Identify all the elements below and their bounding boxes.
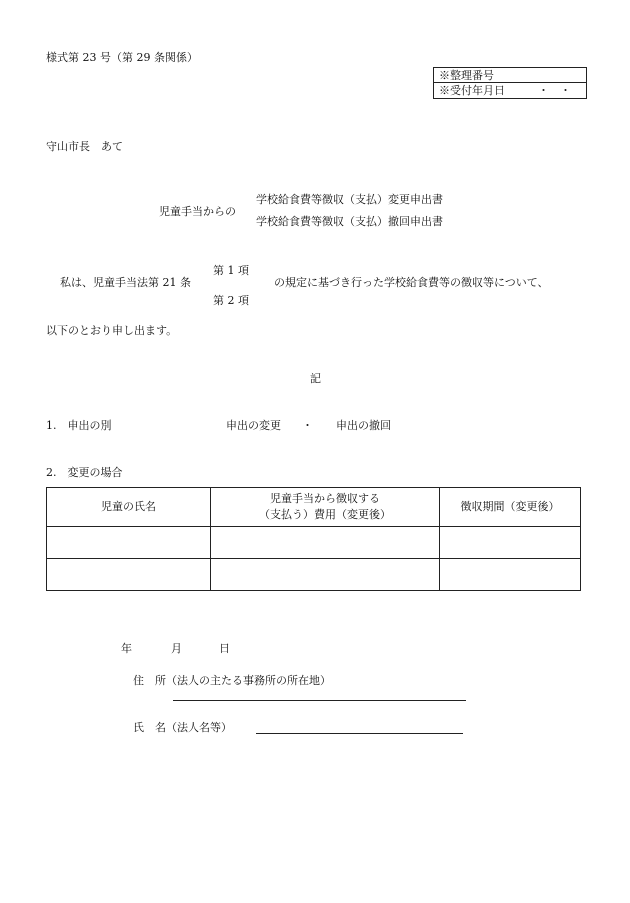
fee-cell[interactable]: [211, 559, 439, 590]
header-period: [440, 488, 580, 526]
child-name-cell[interactable]: [47, 527, 210, 558]
section2-label: 2. 変更の場合: [46, 466, 123, 479]
option-change: 申出の変更: [226, 419, 281, 432]
name-label: 氏 名（法人名等）: [133, 721, 232, 734]
fee-cell[interactable]: [211, 527, 439, 558]
statement-tail: の規定に基づき行った学校給食費等の徴収等について、: [274, 276, 549, 289]
header-child-name: [47, 488, 210, 526]
section1-label: 1. 申出の別: [46, 419, 112, 432]
date-day-label: 日: [219, 642, 230, 655]
received-date-dots: ・ ・: [538, 84, 571, 97]
title-change-option: 学校給食費等徴収（支払）変更申出書: [256, 193, 443, 206]
received-date-label: ※受付年月日: [439, 84, 505, 97]
child-name-cell[interactable]: [47, 559, 210, 590]
clause-option-1: 第 1 項: [213, 264, 249, 277]
change-table: [46, 487, 581, 591]
date-year-label: 年: [121, 642, 132, 655]
ki-heading: 記: [310, 372, 321, 385]
header-fee-line1: 児童手当から徴収する: [270, 492, 380, 506]
addressee: 守山市長 あて: [46, 140, 123, 153]
period-cell[interactable]: [440, 559, 580, 590]
date-month-label: 月: [171, 642, 182, 655]
received-date-field: [434, 83, 586, 98]
option-withdraw: 申出の撤回: [336, 419, 391, 432]
name-input-line[interactable]: [256, 733, 463, 734]
header-period-text: 徴収期間（変更後）: [460, 500, 560, 514]
form-number: 様式第 23 号（第 29 条関係）: [46, 51, 198, 64]
statement-line2: 以下のとおり申し出ます。: [46, 324, 178, 337]
address-input-line[interactable]: [173, 700, 466, 701]
header-child-name-text: 児童の氏名: [101, 500, 156, 514]
header-fee: [211, 488, 439, 526]
reference-number-field: [434, 68, 586, 83]
title-prefix: 児童手当からの: [159, 205, 236, 218]
title-withdraw-option: 学校給食費等徴収（支払）撤回申出書: [256, 215, 443, 228]
statement-lead: 私は、児童手当法第 21 条: [60, 276, 191, 289]
reference-number-label: ※整理番号: [439, 69, 494, 82]
option-separator: ・: [302, 419, 313, 432]
office-use-box: [433, 67, 587, 99]
address-label: 住 所（法人の主たる事務所の所在地）: [133, 674, 331, 687]
clause-option-2: 第 2 項: [213, 294, 249, 307]
header-fee-line2: （支払う）費用（変更後）: [259, 508, 391, 521]
period-cell[interactable]: [440, 527, 580, 558]
